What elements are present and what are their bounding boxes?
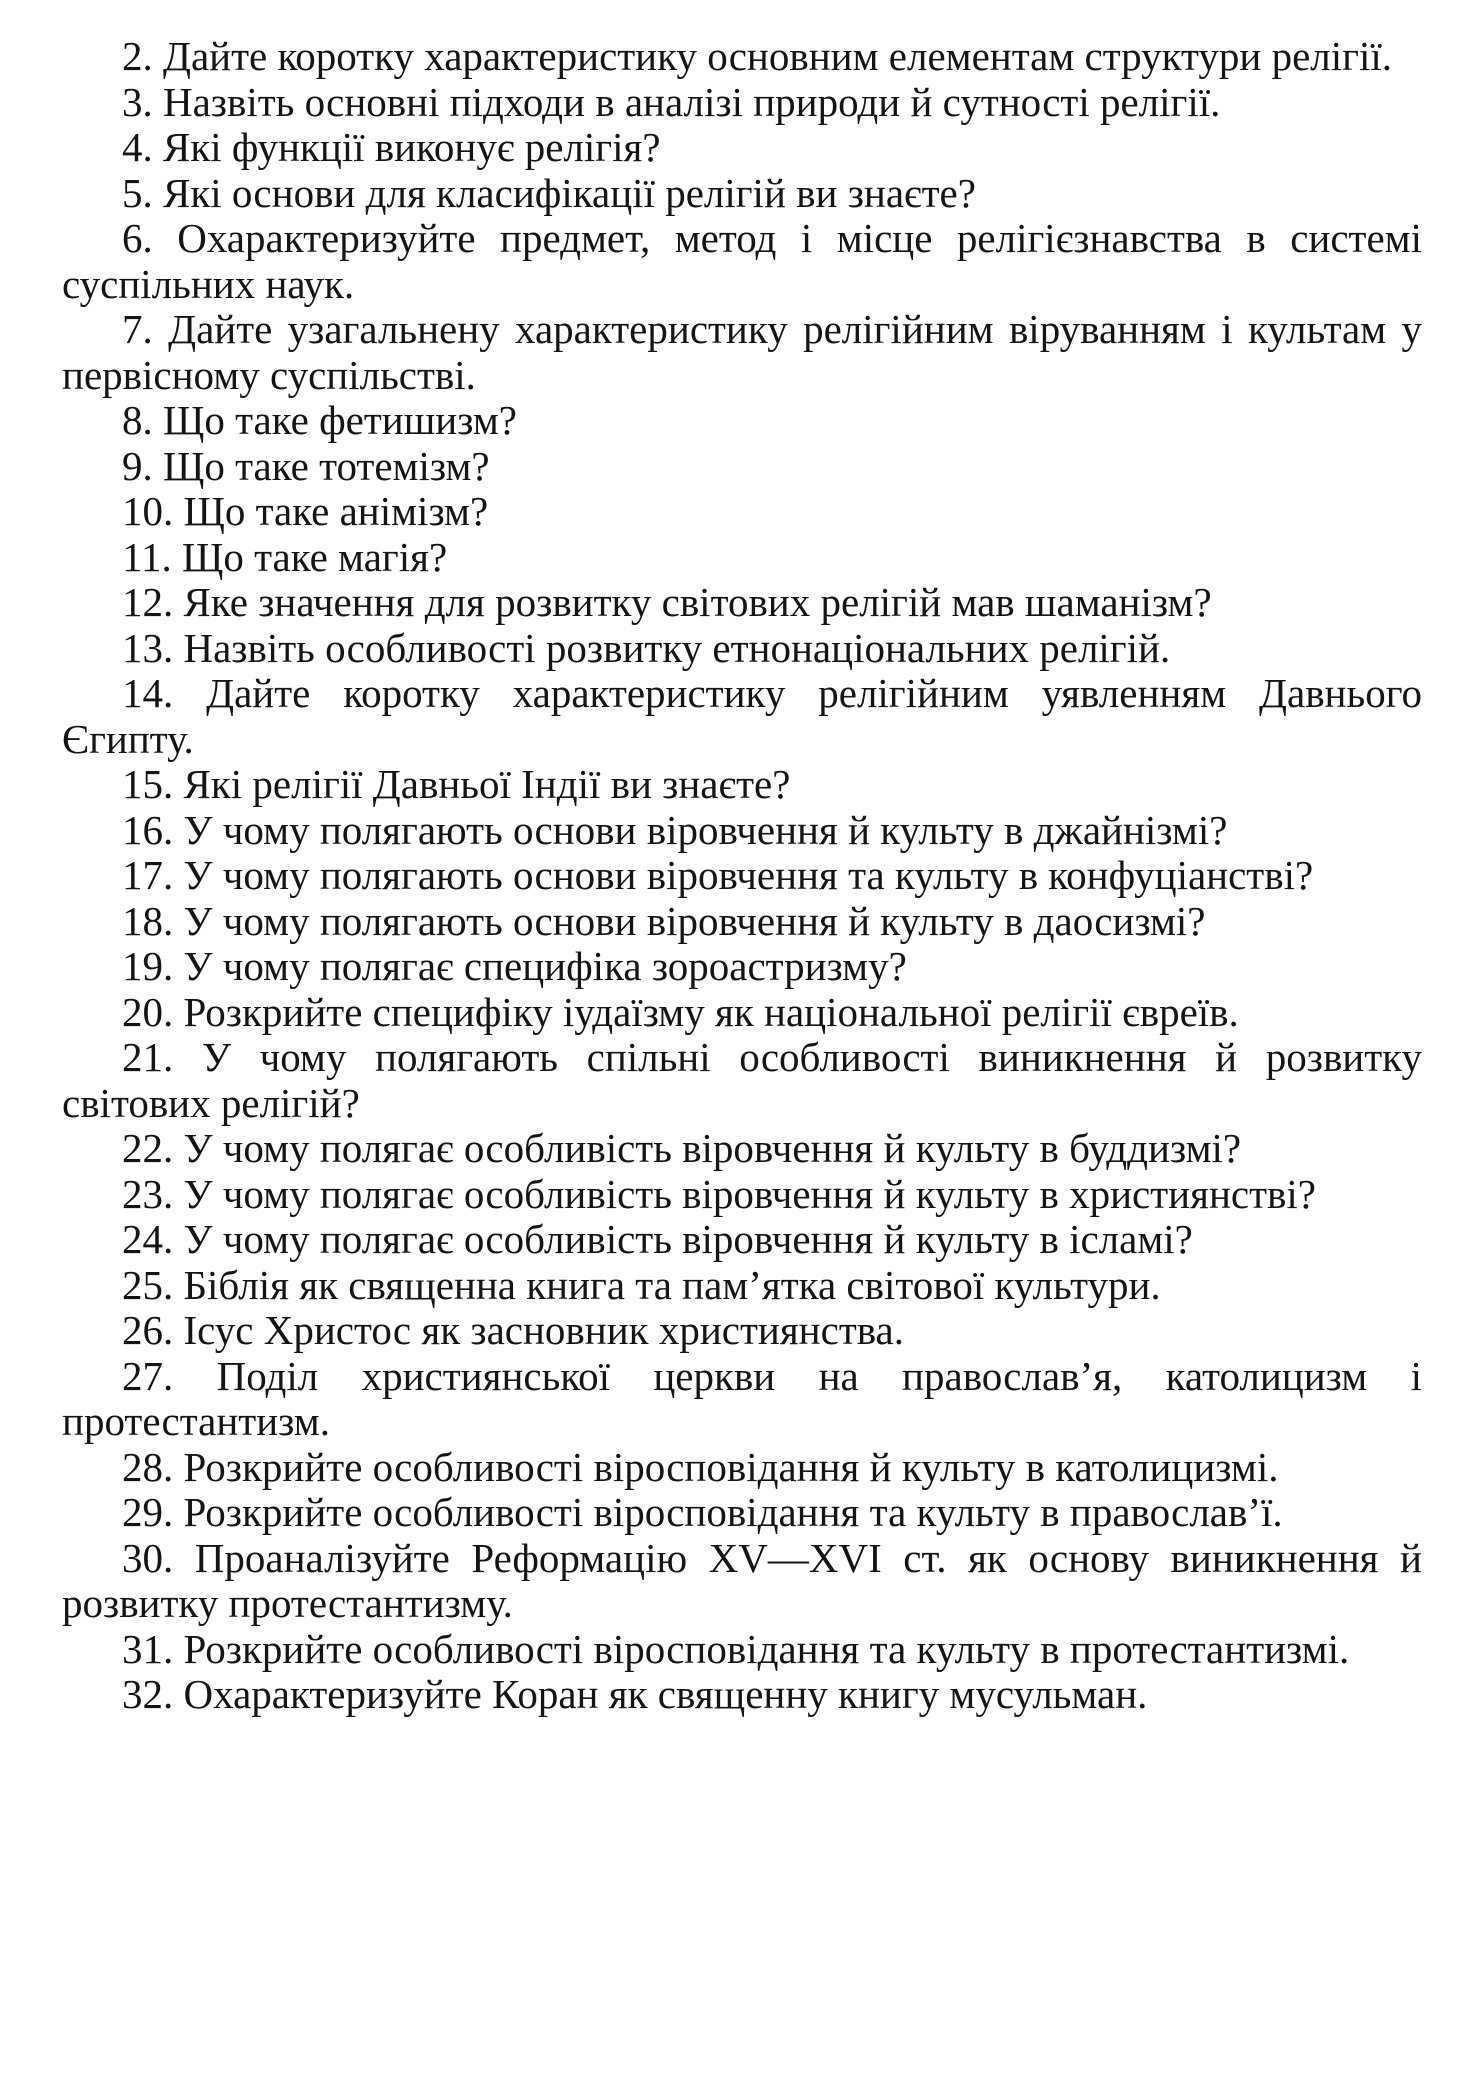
- question-6: 6. Охарактеризуйте предмет, метод і місце релігієзнавства в системі суспільних наук.: [62, 215, 1422, 307]
- question-list: [62, 34, 1422, 1718]
- question-7: 7. Дайте узагальнену характеристику релігійним віруванням і культам у первісному суспільстві.: [62, 306, 1422, 398]
- question-19: 19. У чому полягає специфіка зороастризму?: [122, 943, 907, 989]
- question-32: 32. Охарактеризуйте Коран як священну книгу мусульман.: [122, 1671, 1148, 1717]
- question-3: 3. Назвіть основні підходи в аналізі природи й сутності релігії.: [122, 78, 1221, 125]
- question-13: 13. Назвіть особливості розвитку етнонаціональних релігій.: [122, 624, 1171, 671]
- question-24: 24. У чому полягає особливість віровчення й культу в ісламі?: [122, 1216, 1193, 1262]
- question-18: 18. У чому полягають основи віровчення й культу в даосизмі?: [122, 897, 1206, 944]
- question-16: 16. У чому полягають основи віровчення й культу в джайнізмі?: [122, 806, 1228, 853]
- question-17: 17. У чому полягають основи віровчення та культу в конфуціанстві?: [122, 852, 1314, 898]
- question-30: 30. Проаналізуйте Реформацію XV—XVI ст. як основу виникнення й розвитку протестантизму.: [62, 1534, 1422, 1626]
- question-25: 25. Біблія як священна книга та пам’ятка світової культури.: [122, 1261, 1161, 1308]
- question-15: 15. Які релігії Давньої Індії ви знаєте?: [122, 761, 791, 807]
- question-11: 11. Що таке магія?: [122, 533, 448, 580]
- question-14: 14. Дайте коротку характеристику релігійним уявленням Давнього Єгипту.: [62, 670, 1422, 762]
- question-22: 22. У чому полягає особливість віровчення й культу в буддизмі?: [122, 1125, 1242, 1171]
- question-8: 8. Що таке фетишизм?: [122, 397, 517, 443]
- question-2: 2. Дайте коротку характеристику основним елементам структури релігії.: [122, 33, 1392, 79]
- question-12: 12. Яке значення для розвитку світових релігій мав шаманізм?: [122, 579, 1212, 625]
- question-26: 26. Ісус Христос як засновник християнства.: [122, 1307, 905, 1353]
- question-5: 5. Які основи для класифікації релігій ви знаєте?: [122, 169, 976, 216]
- question-4: 4. Які функції виконує релігія?: [122, 124, 661, 170]
- question-27: 27. Поділ християнської церкви на православ’я, католицизм і протестантизм.: [62, 1352, 1422, 1444]
- question-10: 10. Що таке анімізм?: [122, 488, 489, 534]
- question-28: 28. Розкрийте особливості віросповідання й культу в католицизмі.: [122, 1443, 1279, 1490]
- question-23: 23. У чому полягає особливість віровчення й культу в християнстві?: [122, 1170, 1316, 1217]
- question-31: 31. Розкрийте особливості віросповідання та культу в протестантизмі.: [122, 1625, 1350, 1672]
- question-20: 20. Розкрийте специфіку іудаїзму як національної релігії євреїв.: [122, 988, 1239, 1035]
- question-21: 21. У чому полягають спільні особливості виникнення й розвитку світових релігій?: [62, 1034, 1422, 1126]
- question-29: 29. Розкрийте особливості віросповідання та культу в православ’ї.: [122, 1489, 1283, 1535]
- question-9: 9. Що таке тотемізм?: [122, 442, 490, 489]
